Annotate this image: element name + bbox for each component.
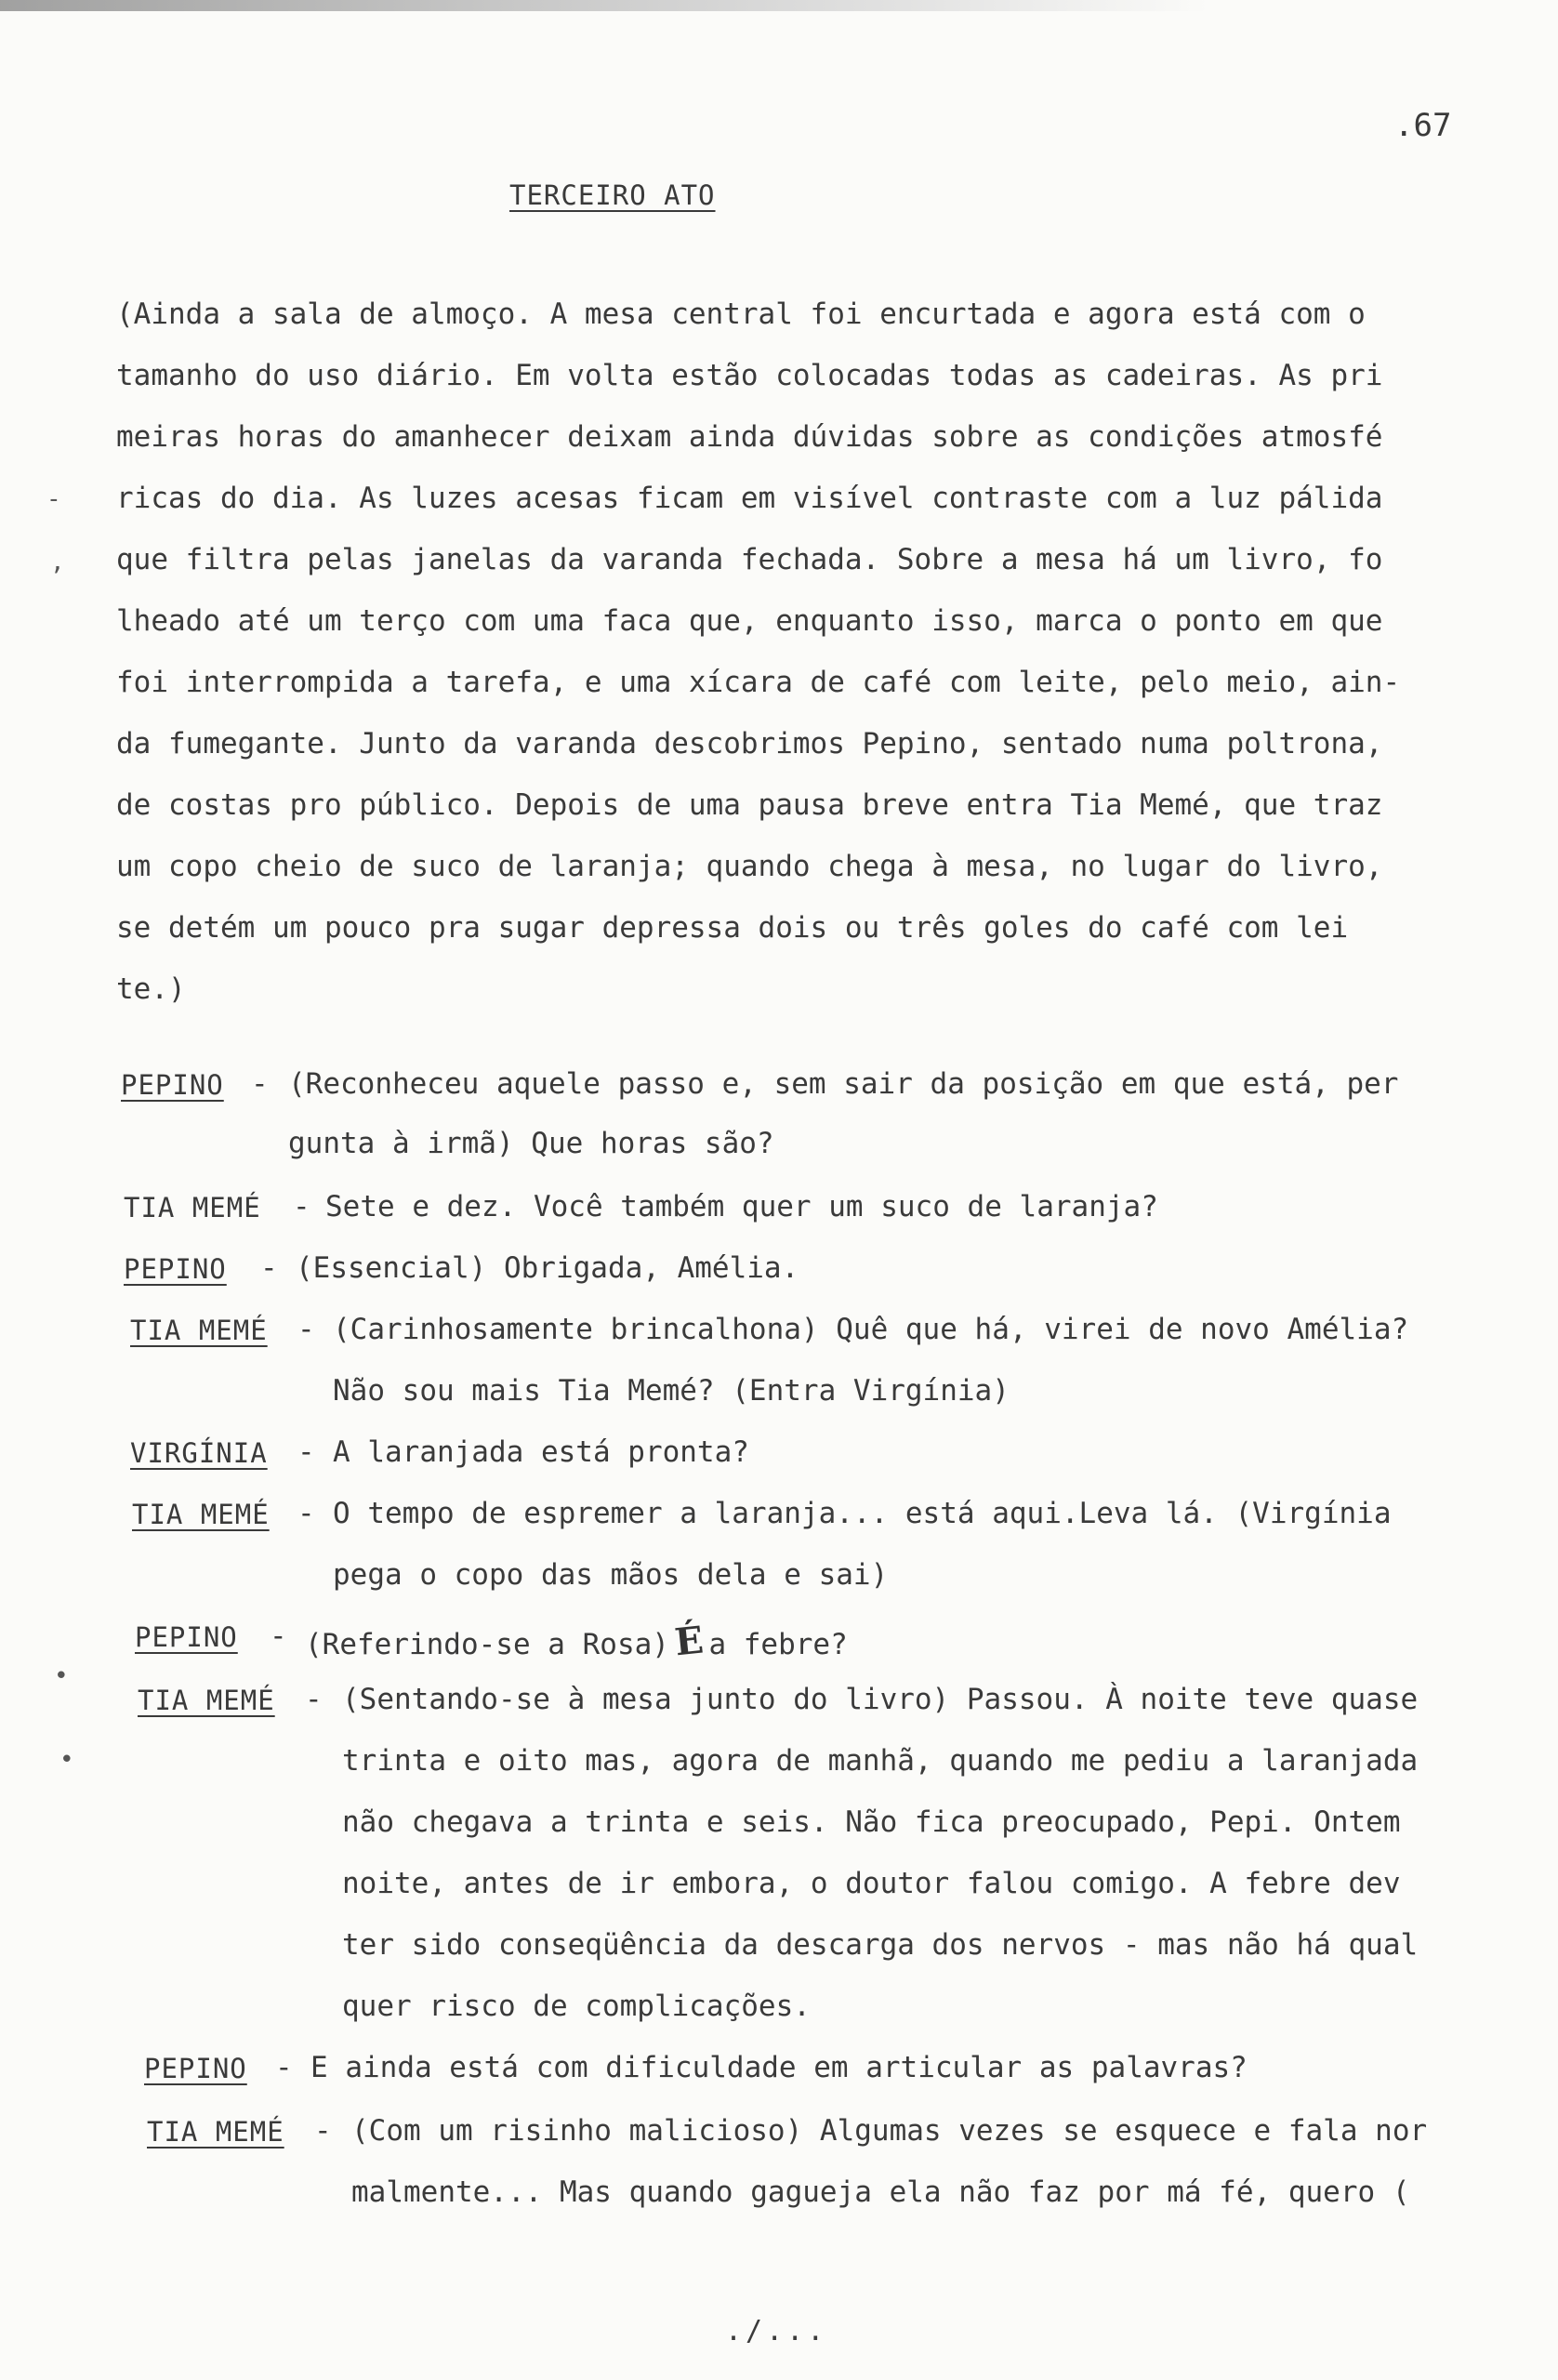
dialogue-line: não chegava a trinta e seis. Não fica preocupado, Pepi. Ontem [342, 1805, 1401, 1839]
dialogue-line: (Essencial) Obrigada, Amélia. [296, 1251, 799, 1285]
dialogue-line: A laranjada está pronta? [333, 1435, 749, 1469]
dialogue-line: Não sou mais Tia Memé? (Entra Virgínia) [333, 1374, 1010, 1408]
stage-direction-line: te.) [116, 972, 186, 1006]
stage-direction-line: tamanho do uso diário. Em volta estão colocadas todas as cadeiras. As pri [116, 359, 1383, 392]
dialogue-line: noite, antes de ir embora, o doutor falou comigo. A febre dev [342, 1867, 1401, 1900]
stage-direction-line: de costas pro público. Depois de uma pausa breve entra Tia Memé, que traz [116, 788, 1383, 822]
dialogue-line: (Carinhosamente brincalhona) Quê que há, virei de novo Amélia? [333, 1313, 1409, 1346]
dialogue-line: Sete e dez. Você também quer um suco de laranja? [325, 1190, 1158, 1223]
dialogue-line: trinta e oito mas, agora de manhã, quando me pediu a laranjada [342, 1744, 1419, 1778]
speaker-name: PEPINO [124, 1253, 227, 1285]
speaker-name: TIA MEMÉ [138, 1685, 275, 1716]
dialogue-line: O tempo de espremer a laranja... está aqui.Leva lá. (Virgínia [333, 1497, 1392, 1530]
speaker-dash: - [260, 1251, 278, 1285]
speaker-dash: - [270, 1620, 287, 1653]
page-number: .67 [1394, 107, 1452, 144]
speaker-name: TIA MEMÉ [132, 1499, 270, 1530]
stage-direction-line: (Ainda a sala de almoço. A mesa central foi encurtada e agora está com o [116, 298, 1366, 331]
handwritten-correction: É [672, 1618, 706, 1665]
dialogue-line [305, 1620, 848, 1663]
speaker-name: TIA MEMÉ [124, 1192, 261, 1223]
dialogue-text: a febre? [708, 1628, 848, 1661]
speaker-dash: - [275, 2051, 293, 2084]
speaker-name: VIRGÍNIA [130, 1437, 268, 1469]
margin-mark: • [54, 1662, 69, 1690]
speaker-name: TIA MEMÉ [130, 1315, 268, 1346]
speaker-name: TIA MEMÉ [147, 2116, 284, 2148]
speaker-dash: - [293, 1190, 310, 1223]
margin-mark: - [46, 485, 61, 513]
act-title: TERCEIRO ATO [509, 179, 716, 211]
stage-direction-line: um copo cheio de suco de laranja; quando chega à mesa, no lugar do livro, [116, 850, 1383, 883]
dialogue-line: malmente... Mas quando gagueja ela não faz por má fé, quero ( [351, 2175, 1410, 2209]
dialogue-text: (Referindo-se a Rosa) [305, 1628, 669, 1661]
speaker-name: PEPINO [135, 1621, 238, 1653]
speaker-dash: - [314, 2114, 332, 2148]
stage-direction-line: meiras horas do amanhecer deixam ainda dúvidas sobre as condições atmosfé [116, 420, 1383, 454]
margin-mark: , [50, 549, 65, 576]
dialogue-line: quer risco de complicações. [342, 1990, 811, 2023]
stage-direction-line: se detém um pouco pra sugar depressa dois ou três goles do café com lei [116, 911, 1349, 945]
dialogue-line: gunta à irmã) Que horas são? [288, 1127, 774, 1160]
dialogue-line: ter sido conseqüência da descarga dos nervos - mas não há qual [342, 1928, 1419, 1962]
stage-direction-line: ricas do dia. As luzes acesas ficam em visível contraste com a luz pálida [116, 482, 1383, 515]
speaker-dash: - [297, 1313, 315, 1346]
speaker-dash: - [305, 1683, 323, 1716]
speaker-dash: - [297, 1497, 315, 1530]
stage-direction-line: que filtra pelas janelas da varanda fechada. Sobre a mesa há um livro, fo [116, 543, 1383, 576]
dialogue-line: (Com um risinho malicioso) Algumas vezes se esquece e fala nor [351, 2114, 1428, 2148]
dialogue-line: E ainda está com dificuldade em articular as palavras? [310, 2051, 1248, 2084]
stage-direction-line: foi interrompida a tarefa, e uma xícara de café com leite, pelo meio, ain- [116, 666, 1401, 699]
speaker-name: PEPINO [144, 2053, 247, 2084]
continuation-mark: ./... [725, 2315, 828, 2347]
dialogue-line: (Reconheceu aquele passo e, sem sair da posição em que está, per [288, 1067, 1399, 1101]
speaker-dash: - [251, 1067, 269, 1101]
dialogue-line: (Sentando-se à mesa junto do livro) Passou. À noite teve quase [342, 1683, 1419, 1716]
scan-edge-artifact [0, 0, 1208, 11]
speaker-dash: - [297, 1435, 315, 1469]
margin-mark: • [59, 1746, 74, 1774]
speaker-name: PEPINO [121, 1069, 224, 1101]
stage-direction-line: da fumegante. Junto da varanda descobrimos Pepino, sentado numa poltrona, [116, 727, 1383, 760]
dialogue-line: pega o copo das mãos dela e sai) [333, 1558, 889, 1592]
stage-direction-line: lheado até um terço com uma faca que, enquanto isso, marca o ponto em que [116, 604, 1383, 638]
